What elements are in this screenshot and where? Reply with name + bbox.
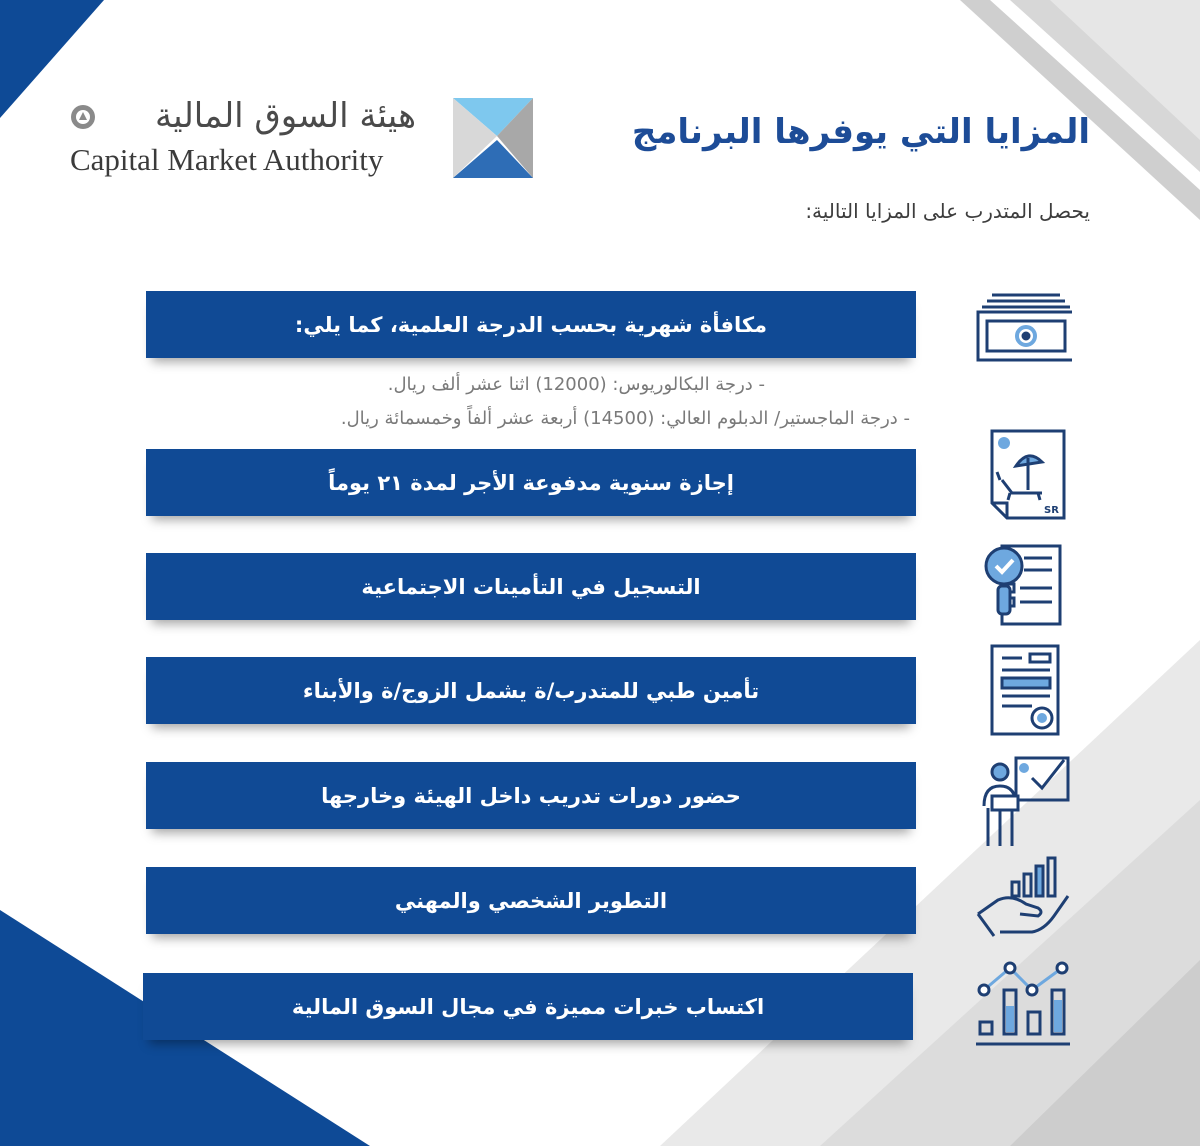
money-icon [972, 290, 1072, 390]
benefit-medical-insurance: تأمين طبي للمتدرب/ة يشمل الزوج/ة والأبناء [146, 657, 916, 724]
salary-master: - درجة الماجستير/ الدبلوم العالي: (14500) أربعة عشر ألفاً وخمسمائة ريال. [340, 408, 910, 429]
salary-bachelor: - درجة البكالوريوس: (12000) اثنا عشر ألف ريال. [387, 374, 765, 395]
benefit-training-courses: حضور دورات تدريب داخل الهيئة وخارجها [146, 762, 916, 829]
page-subtitle: يحصل المتدرب على المزايا التالية: [805, 199, 1090, 223]
benefit-market-experience: اكتساب خبرات مميزة في مجال السوق المالية [143, 973, 913, 1040]
cma-logo-icon [453, 98, 533, 178]
benefit-annual-leave: إجازة سنوية مدفوعة الأجر لمدة ٢١ يوماً [146, 449, 916, 516]
salary-details [150, 368, 910, 436]
brand [70, 96, 540, 186]
certificate-document-icon [972, 640, 1072, 740]
emblem-icon [70, 104, 96, 130]
chart-analytics-icon [972, 960, 1072, 1060]
insurance-form-icon [972, 532, 1072, 632]
brand-name-ar: هيئة السوق المالية [154, 96, 416, 136]
vacation-icon-label: SR [1044, 505, 1059, 516]
growth-hand-icon [972, 852, 1072, 952]
benefit-personal-development: التطوير الشخصي والمهني [146, 867, 916, 934]
page-title: المزايا التي يوفرها البرنامج [631, 112, 1090, 152]
benefit-social-insurance: التسجيل في التأمينات الاجتماعية [146, 553, 916, 620]
trainer-presentation-icon [972, 748, 1072, 848]
benefit-monthly-reward: مكافأة شهرية بحسب الدرجة العلمية، كما يلي: [146, 291, 916, 358]
brand-name-en: Capital Market Authority [70, 142, 384, 177]
